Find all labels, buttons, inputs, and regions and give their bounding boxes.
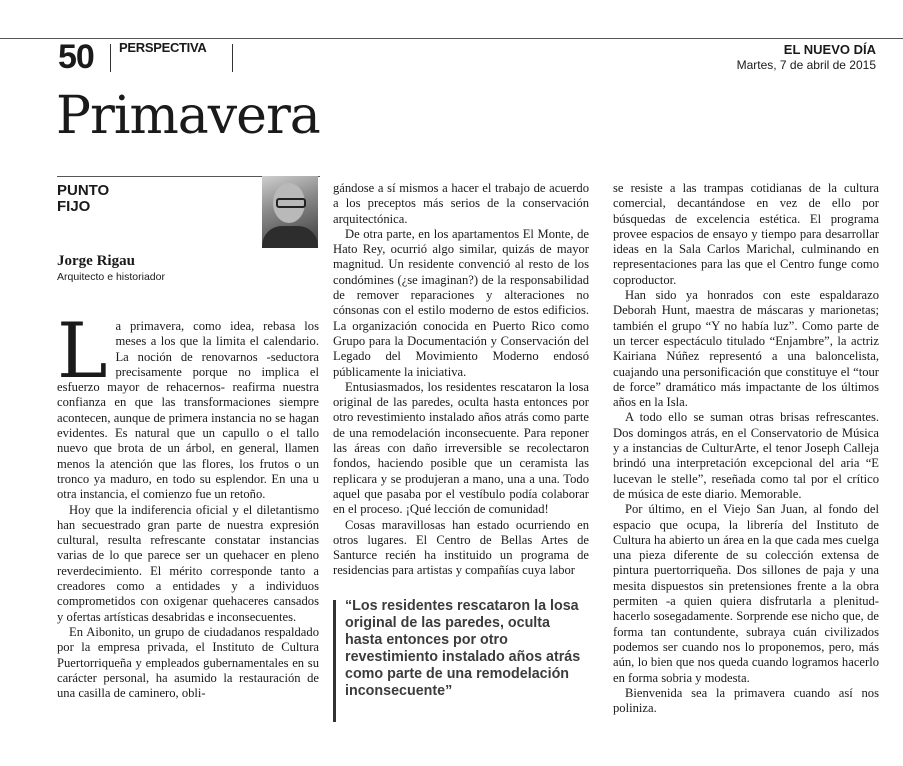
article-column-3 xyxy=(613,181,879,716)
article-column-1 xyxy=(57,306,319,701)
paragraph: Han sido ya honrados con este espaldarazo Deborah Hunt, maestra de máscaras y marionetas; también el grupo “Y no había luz”. Como parte de un tercer espectáculo titulado “Enjambre”, la actriz Kairiana Núñez representó a una baloncelista, cuajando una personificación que constituye el “tour de force” dramático más impactante de los últimos años en la Isla. xyxy=(613,288,879,410)
author-name: Jorge Rigau xyxy=(57,253,135,269)
article-title: Primavera xyxy=(56,86,320,146)
author-role: Arquitecto e historiador xyxy=(57,271,165,283)
paragraph: se resiste a las trampas cotidianas de la cultura comercial, decantándose en vez de ello por búsquedas de excelencia estética. El programa provee espacios de ensayo y tiempo para desarrollar ideas en la Sala Carlos Marichal, culminando en representaciones para las que el Centro funge como coproductor. xyxy=(613,181,879,287)
paragraph: Por último, en el Viejo San Juan, al fondo del espacio que ocupa, la librería del Instituto de Cultura ha abierto un área en la que cada mes cuelga una pieza diferente de su colección extensa de pintura puertorriqueña. Dos sillones de paja y una mesita dispuestos sin pretensiones frente a la obra permiten -a quien quiera disfrutarla a plenitud- hacerlo sosegadamente. Sorprende ese nicho que, de forma tan contundente, subraya cuán civilizados podemos ser cuando nos lo proponemos, pero, más aún, lo bien que nos queda cuando logramos hacerlo en forma sobria y modesta. xyxy=(613,502,879,685)
paragraph: gándose a sí mismos a hacer el trabajo de acuerdo a los preceptos más serios de la conservación arquitectónica. xyxy=(333,181,589,226)
paragraph: Bienvenida sea la primavera cuando así nos poliniza. xyxy=(613,685,879,716)
paragraph: Hoy que la indiferencia oficial y el diletantismo han secuestrado gran parte de nuestra expresión cultural, resulta refrescante constatar instancias varias de lo que parece ser un quehacer en pleno reverdecimiento. El mérito corresponde tanto a creadores como a entidades y a individuos comprometidos con oxigenar quehaceres cansados y ofertas artísticas desabridas e inconsecuentes. xyxy=(57,502,319,624)
paragraph: La primavera, como idea, rebasa los meses a los que la limita el calendario. La noción de renovarnos -seductora precisamente porque no implica el esfuerzo mayor de rehacernos- reafirma nuestra confianza en que las transformaciones siempre acontecen, aunque de primera instancia no se hagan evidentes. Es natural que un capullo o el tallo nuevo que brota de un árbol, en general, llamen menos la atención que las flores, los frutos o un tronco ya maduro, en todo su esplendor. En una u otra instancia, el comienzo fue un retoño. xyxy=(57,306,319,502)
paragraph: Entusiasmados, los residentes rescataron la losa original de las paredes, oculta hasta entonces por otro revestimiento instalado años atrás como parte de una remodelación inconsecuente. Para reponer las áreas con daño irreversible se recolectaron fondos, haciendo posible que un ceramista las replicara y se produjeran a mano, una a una. Todo aquel que pasaba por el vestíbulo podía colaborar en el proceso. ¡Qué lección de comunidad! xyxy=(333,379,589,517)
newspaper-name: EL NUEVO DÍA xyxy=(783,42,876,57)
header-divider xyxy=(232,44,233,72)
header-divider xyxy=(110,44,111,72)
paragraph: De otra parte, en los apartamentos El Monte, de Hato Rey, ocurrió algo similar, quizás de mayor magnitud. Un residente convenció al resto de los condómines (¿se imaginan?) de la responsabilidad de remover reparaciones y alteraciones no cónsonas con el estilo moderno de estos edificios. La organización conocida en Puerto Rico como Grupo para la Documentación y Conservación del Legado del Movimiento Moderno endosó públicamente la iniciativa. xyxy=(333,226,589,379)
header-rule xyxy=(0,38,903,39)
paragraph: En Aibonito, un grupo de ciudadanos respaldado por la empresa privada, el Instituto de Cultura Puertorriqueña y empleados gubernamentales en su carácter personal, ha asumido la restauración de una casilla de caminero, obli- xyxy=(57,624,319,701)
drop-cap: L xyxy=(57,306,108,395)
section-label: PERSPECTIVA xyxy=(119,40,207,55)
article-column-2 xyxy=(333,181,589,579)
pull-quote-text: “Los residentes rescataron la losa original de las paredes, oculta hasta entonces por otro revestimiento instalado años atrás como parte de una remodelación inconsecuente” xyxy=(345,598,581,699)
page-number: 50 xyxy=(58,38,94,76)
pull-quote xyxy=(333,598,589,700)
column-name: PUNTO FIJO xyxy=(57,182,110,215)
paragraph: Cosas maravillosas han estado ocurriendo en otros lugares. El Centro de Bellas Artes de Santurce recién ha instituido un programa de residencias para artistas y compañías cuya labor xyxy=(333,517,589,578)
author-photo xyxy=(262,176,318,248)
issue-date: Martes, 7 de abril de 2015 xyxy=(736,58,876,72)
pull-quote-bar xyxy=(333,600,336,722)
paragraph: A todo ello se suman otras brisas refrescantes. Dos domingos atrás, en el Conservatorio de Música y a instancias de CulturArte, el tenor Joseph Calleja brindó una interpretación excepcional del aria “E lucevan le stelle”, reseñada como tal por el crítico de música de este diario. Memorable. xyxy=(613,410,879,501)
